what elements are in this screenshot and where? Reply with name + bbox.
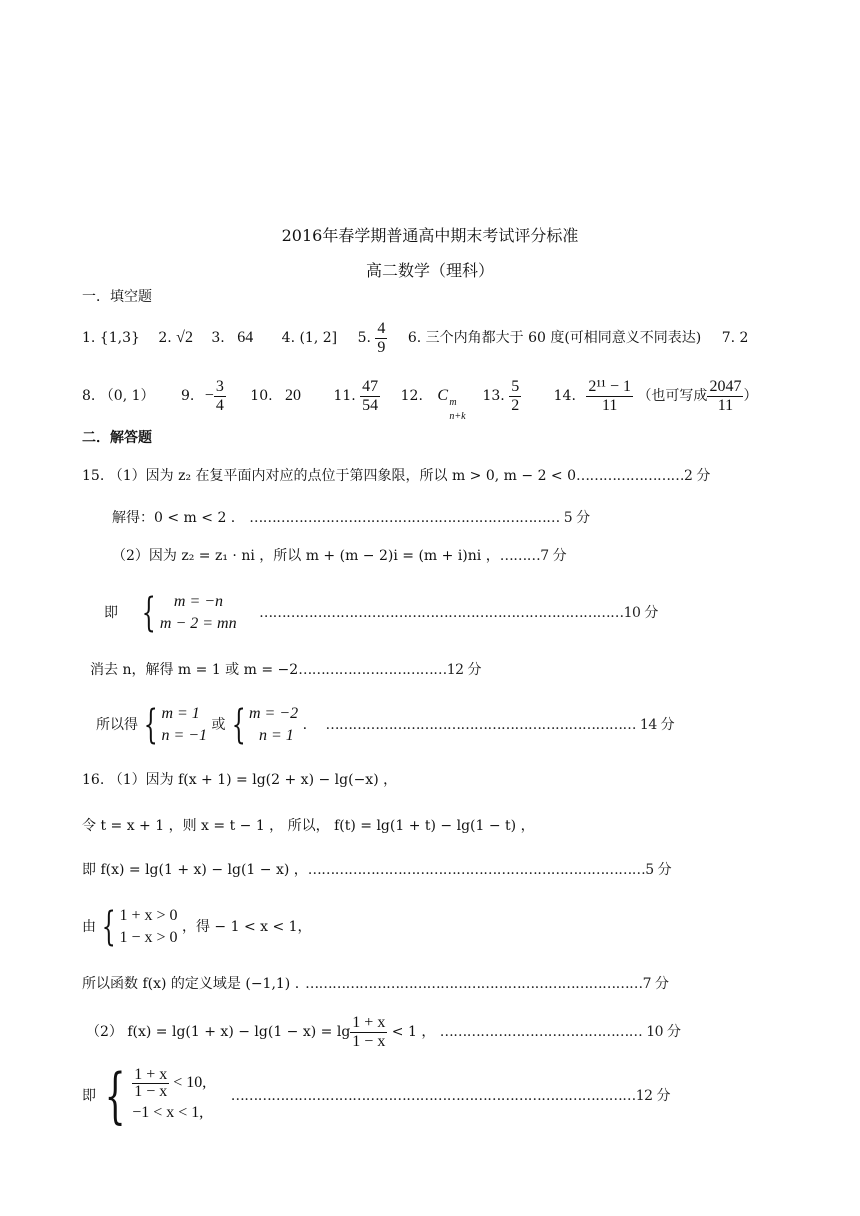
- answer-14-alt-fraction: $\frac{2047}{11}$: [709, 377, 742, 414]
- answer-1: 1. {1,3}: [82, 330, 140, 346]
- answer-3-number: 3.: [211, 330, 225, 346]
- answer-9-fraction: $\frac{3}{4}$: [215, 377, 224, 414]
- answer-11-fraction: $\frac{47}{54}$: [362, 377, 379, 414]
- section-solutions: 二．解答题: [82, 430, 152, 446]
- q16-line-4: 由 { 1 + x > 0 1 − x > 0 ，得 − 1 < x < 1，: [82, 904, 312, 950]
- answer-13-number: 13.: [482, 388, 505, 404]
- answer-14-number: 14.: [553, 388, 576, 404]
- answer-14-fraction: $\frac{\text{2¹¹ − 1}}{11}$: [588, 377, 631, 414]
- q16-line-6: （2） f(x) = lg(1 + x) − lg(1 − x) = lg $\frac{1 + x}{1 - x}$ < 1 ， ……………………………………… 10 分: [86, 1013, 681, 1050]
- answer-14-close: ）: [743, 388, 758, 404]
- inequality-system: $\frac{1 + x}{1 - x}$ < 10, −1 < x < 1,: [132, 1065, 207, 1121]
- q16-line-2: 令 t = x + 1 ，则 x = t − 1 ， 所以， f(t) = lg(1 + t) − lg(1 − t) ，: [82, 818, 535, 834]
- log-fraction: $\frac{1 + x}{1 - x}$: [352, 1013, 386, 1050]
- equation-system: 1 + x > 0 1 − x > 0: [119, 907, 178, 946]
- brace: {: [231, 702, 246, 748]
- q16-line-5: 所以函数 f(x) 的定义域是 (−1,1) . …………………………………………………………………7 分: [82, 976, 669, 992]
- brace: {: [101, 904, 116, 950]
- q16-line-3: 即 f(x) = lg(1 + x) − lg(1 − x) ，…………………………………………………………………5 分: [82, 862, 672, 878]
- fill-row-1: [82, 318, 748, 358]
- answer-9-sign: −: [204, 387, 214, 404]
- q15-line-6: 所以得 { m = 1 n = −1 或 { m = −2 n = 1 . …………………………………………………………… 14 分: [96, 702, 675, 748]
- brace: {: [143, 702, 158, 748]
- answer-12-number: 12.: [400, 388, 423, 404]
- equation-system: m = 1 n = −1: [161, 705, 208, 744]
- answer-2-number: 2.: [158, 330, 172, 346]
- brace: {: [142, 590, 157, 636]
- q16-line-1: 16. （1）因为 f(x + 1) = lg(2 + x) − lg(−x) ，: [82, 772, 398, 788]
- answer-11-number: 11.: [333, 388, 356, 404]
- q15-line-1: 15. （1）因为 z₂ 在复平面内对应的点位于第四象限，所以 m > 0, m − 2 < 0……………………2 分: [82, 468, 710, 484]
- q15-line-4: 即 { m = −n m − 2 = mn ………………………………………………………………………10 分: [104, 590, 658, 636]
- answer-7: 7. 2: [721, 330, 749, 346]
- answer-10: 20: [285, 387, 301, 404]
- page-subtitle: 高二数学（理科）: [365, 261, 494, 280]
- answer-9-number: 9.: [180, 388, 195, 404]
- answer-2: √2: [176, 329, 193, 346]
- page-title: 2016年春学期普通高中期末考试评分标准: [281, 226, 579, 245]
- equation-system: m = −2 n = 1: [248, 705, 299, 744]
- answer-14-alt: （也可写成: [637, 388, 708, 404]
- q16-line-7: 即 { $\frac{1 + x}{1 - x}$ < 10, −1 < x < 1, ………………………………………………………………………………12 分: [82, 1061, 670, 1131]
- answer-5-fraction: $\frac{4}{9}$: [377, 319, 386, 356]
- brace: {: [104, 1061, 126, 1131]
- q15-line-2: 解得：0 < m < 2 . …………………………………………………………… 5 分: [112, 510, 590, 526]
- answer-13-fraction: $\frac{5}{2}$: [511, 377, 520, 414]
- answer-6: 6. 三个内角都大于 60 度(可相同意义不同表达): [407, 330, 702, 346]
- answer-8: 8. （0, 1）: [82, 388, 155, 404]
- fill-row-2: [82, 374, 758, 422]
- section-fill-in: 一．填空题: [82, 289, 152, 305]
- q15-line-5: 消去 n，解得 m = 1 或 m = −2……………………………12 分: [90, 662, 481, 678]
- answer-10-number: 10.: [250, 388, 273, 404]
- q15-line-3: （2）因为 z₂ = z₁ · ni ，所以 m + (m − 2)i = (m + i)ni ，………7 分: [112, 548, 567, 564]
- equation-system: m = −n m − 2 = mn: [159, 593, 237, 632]
- answer-12: C m n+k: [437, 387, 466, 422]
- answer-5-number: 5.: [357, 330, 371, 346]
- answer-4: 4. (1, 2]: [281, 330, 338, 346]
- answer-3: 64: [237, 329, 254, 346]
